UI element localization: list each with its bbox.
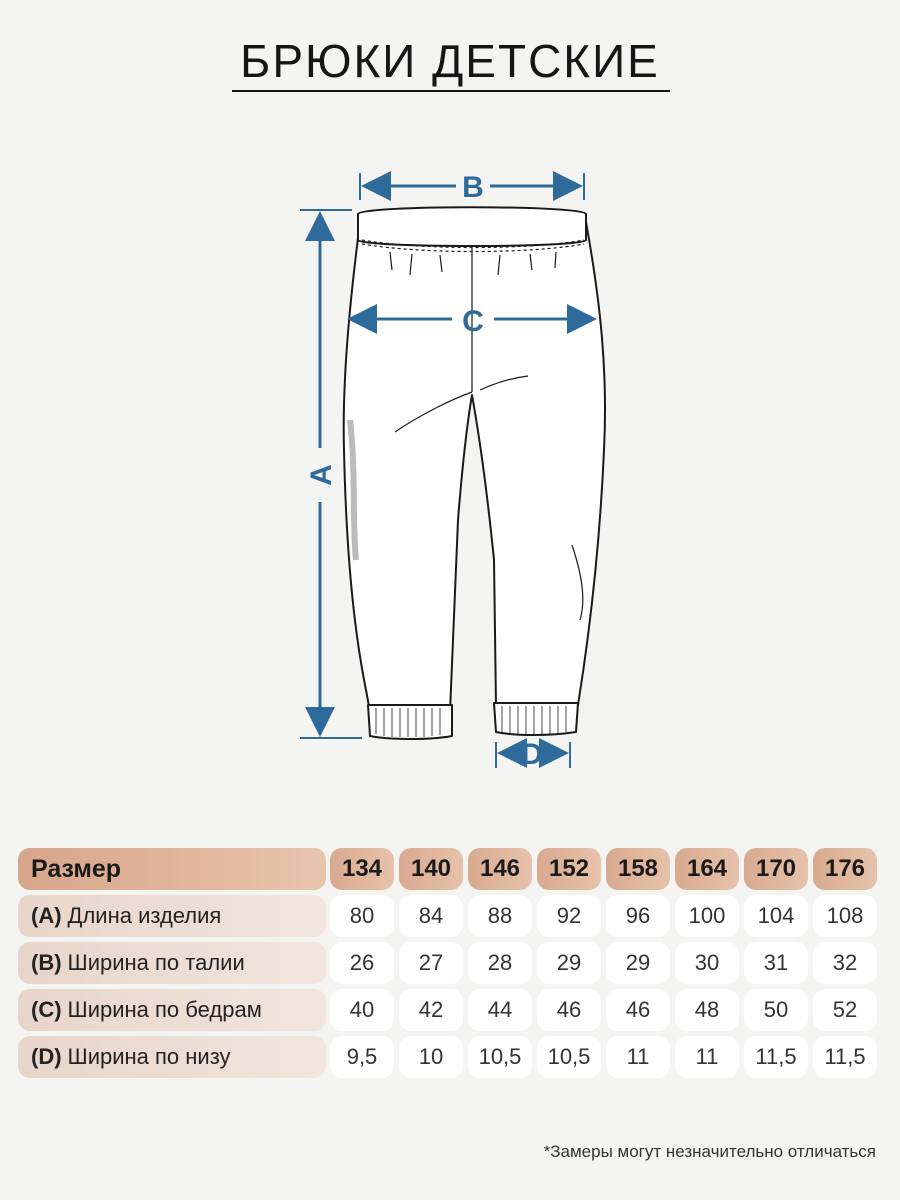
table-cell: 44 [468, 989, 532, 1031]
row-name: Ширина по талии [67, 950, 245, 975]
row-label [18, 895, 326, 937]
size-164: 164 [675, 848, 739, 890]
table-cell: 104 [744, 895, 808, 937]
table-header-row [18, 848, 882, 890]
row-code: (A) [31, 903, 62, 928]
table-cell: 11 [675, 1036, 739, 1078]
table-cell: 32 [813, 942, 877, 984]
table-cell: 10,5 [537, 1036, 601, 1078]
label-b: B [462, 171, 484, 204]
table-cell: 92 [537, 895, 601, 937]
table-cell: 46 [606, 989, 670, 1031]
table-cell: 26 [330, 942, 394, 984]
size-176: 176 [813, 848, 877, 890]
table-row [18, 989, 882, 1031]
table-cell: 108 [813, 895, 877, 937]
size-152: 152 [537, 848, 601, 890]
table-cell: 88 [468, 895, 532, 937]
table-cell: 29 [606, 942, 670, 984]
size-140: 140 [399, 848, 463, 890]
row-name: Ширина по бедрам [67, 997, 262, 1022]
label-a: A [305, 464, 338, 486]
row-label [18, 1036, 326, 1078]
table-cell: 11 [606, 1036, 670, 1078]
table-cell: 10 [399, 1036, 463, 1078]
header-label: Размер [18, 848, 326, 890]
table-cell: 10,5 [468, 1036, 532, 1078]
table-cell: 52 [813, 989, 877, 1031]
table-cell: 42 [399, 989, 463, 1031]
row-label [18, 989, 326, 1031]
row-label [18, 942, 326, 984]
table-row [18, 895, 882, 937]
table-cell: 11,5 [813, 1036, 877, 1078]
table-cell: 9,5 [330, 1036, 394, 1078]
table-cell: 46 [537, 989, 601, 1031]
size-170: 170 [744, 848, 808, 890]
size-146: 146 [468, 848, 532, 890]
table-cell: 100 [675, 895, 739, 937]
table-cell: 28 [468, 942, 532, 984]
row-code: (D) [31, 1044, 62, 1069]
label-c: C [462, 305, 484, 338]
row-code: (C) [31, 997, 62, 1022]
label-d: D [521, 738, 543, 771]
table-cell: 27 [399, 942, 463, 984]
footnote: *Замеры могут незначительно отличаться [543, 1142, 876, 1161]
row-name: Ширина по низу [67, 1044, 231, 1069]
table-cell: 11,5 [744, 1036, 808, 1078]
size-158: 158 [606, 848, 670, 890]
row-code: (B) [31, 950, 62, 975]
table-cell: 40 [330, 989, 394, 1031]
pants-illustration [344, 207, 605, 739]
table-row [18, 942, 882, 984]
size-table [18, 848, 882, 1080]
table-cell: 96 [606, 895, 670, 937]
size-134: 134 [330, 848, 394, 890]
table-cell: 30 [675, 942, 739, 984]
table-row [18, 1036, 882, 1078]
table-cell: 48 [675, 989, 739, 1031]
table-cell: 50 [744, 989, 808, 1031]
row-name: Длина изделия [67, 903, 222, 928]
table-cell: 84 [399, 895, 463, 937]
table-cell: 80 [330, 895, 394, 937]
table-cell: 31 [744, 942, 808, 984]
page-title: БРЮКИ ДЕТСКИЕ [240, 35, 660, 87]
table-cell: 29 [537, 942, 601, 984]
